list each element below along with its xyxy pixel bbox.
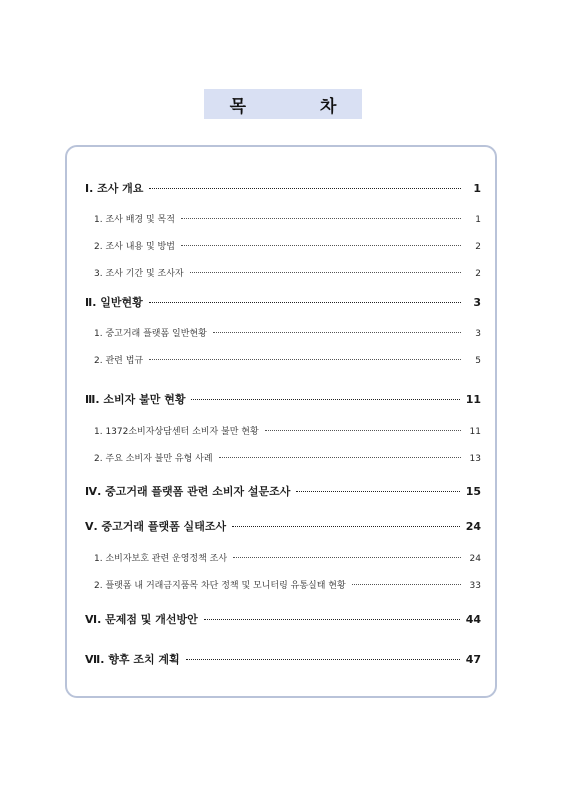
toc-page-number: 24	[469, 554, 481, 564]
toc-section-row[interactable]	[94, 578, 481, 591]
toc-chapter-row[interactable]	[85, 483, 481, 499]
toc-entry-label: Ⅰ. 조사 개요	[85, 182, 144, 195]
toc-chapter-row[interactable]	[85, 180, 481, 196]
toc-entry-label: Ⅶ. 향후 조치 계획	[85, 653, 180, 666]
dot-leader	[190, 272, 461, 273]
toc-chapter-row[interactable]	[85, 294, 481, 310]
dot-leader	[186, 659, 460, 660]
toc-entry-label: Ⅱ. 일반현황	[85, 296, 143, 309]
toc-page-number: 5	[475, 356, 481, 366]
toc-entry-label: 2. 관련 법규	[94, 356, 144, 366]
toc-section-row[interactable]	[94, 451, 481, 464]
toc-page-number: 13	[469, 454, 481, 464]
toc-page-number: 3	[475, 329, 481, 339]
toc-page-number: 1	[475, 215, 481, 225]
toc-page-number: 24	[465, 520, 481, 533]
toc-entry-label: Ⅳ. 중고거래 플랫폼 관련 소비자 설문조사	[85, 485, 291, 498]
toc-entry-label: 2. 조사 내용 및 방법	[94, 242, 175, 252]
dot-leader	[204, 619, 460, 620]
toc-entry-label: 3. 조사 기간 및 조사자	[94, 269, 184, 279]
dot-leader	[219, 457, 461, 458]
toc-title-box	[204, 89, 371, 119]
toc-page-number: 11	[465, 393, 481, 406]
toc-chapter-row[interactable]	[85, 611, 481, 627]
dot-leader	[149, 359, 461, 360]
toc-page-number: 44	[465, 613, 481, 626]
toc-section-row[interactable]	[94, 424, 481, 437]
toc-entry-label: 1. 조사 배경 및 목적	[94, 215, 175, 225]
toc-page-number: 11	[469, 427, 481, 437]
toc-entry-label: Ⅲ. 소비자 불만 현황	[85, 393, 186, 406]
dot-leader	[233, 557, 461, 558]
toc-page-number: 2	[475, 242, 481, 252]
dot-leader	[149, 188, 461, 189]
toc-entry-label: 1. 중고거래 플랫폼 일반현황	[94, 329, 207, 339]
dot-leader	[181, 245, 461, 246]
toc-page-number: 15	[465, 485, 481, 498]
toc-entry-label: 1. 소비자보호 관련 운영정책 조사	[94, 554, 228, 564]
dot-leader	[296, 491, 459, 492]
toc-page-number: 3	[473, 296, 481, 309]
toc-chapter-row[interactable]	[85, 391, 481, 407]
toc-section-row[interactable]	[94, 239, 481, 252]
toc-section-row[interactable]	[94, 212, 481, 225]
toc-page-number: 1	[473, 182, 481, 195]
toc-entry-label: 1. 1372소비자상담센터 소비자 불만 현황	[94, 427, 259, 437]
toc-section-row[interactable]	[94, 551, 481, 564]
dot-leader	[213, 332, 461, 333]
toc-page-number: 47	[465, 653, 481, 666]
toc-entry-label: 2. 주요 소비자 불만 유형 사례	[94, 454, 213, 464]
toc-page-number: 2	[475, 269, 481, 279]
dot-leader	[181, 218, 461, 219]
toc-section-row[interactable]	[94, 353, 481, 366]
toc-section-row[interactable]	[94, 266, 481, 279]
dot-leader	[265, 430, 461, 431]
dot-leader	[352, 584, 461, 585]
toc-entry-label: Ⅴ. 중고거래 플랫폼 실태조사	[85, 520, 227, 533]
dot-leader	[191, 399, 459, 400]
toc-section-row[interactable]	[94, 326, 481, 339]
toc-title: 목 차	[229, 96, 371, 117]
dot-leader	[149, 302, 461, 303]
toc-chapter-row[interactable]	[85, 651, 481, 667]
dot-leader	[232, 526, 460, 527]
toc-entry-label: 2. 플랫폼 내 거래금지품목 차단 정책 및 모니터링 유통실태 현황	[94, 581, 346, 591]
toc-entry-label: Ⅵ. 문제점 및 개선방안	[85, 613, 198, 626]
toc-page-number: 33	[469, 581, 481, 591]
toc-chapter-row[interactable]	[85, 518, 481, 534]
